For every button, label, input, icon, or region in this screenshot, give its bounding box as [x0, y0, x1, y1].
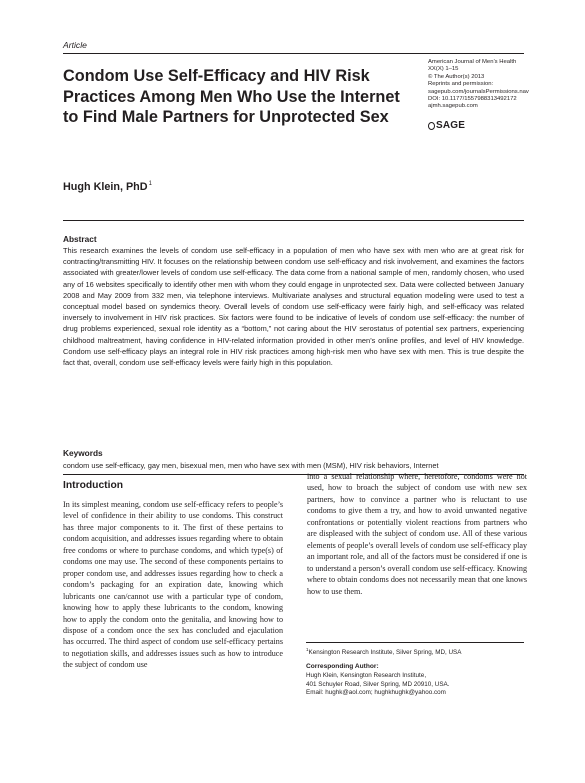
- abstract-divider: [63, 220, 524, 221]
- footnote-divider: [306, 642, 524, 643]
- keywords-text: condom use self-efficacy, gay men, bisexual men, men who have sex with men (MSM), HIV risk behaviors, Internet: [63, 461, 439, 470]
- article-title: Condom Use Self-Efficacy and HIV Risk Practices Among Men Who Use the Internet to Find Male Partners for Unprotected Sex: [63, 67, 400, 126]
- affiliation-footnote: [306, 646, 526, 657]
- author-name: Hugh Klein, PhD: [63, 181, 148, 193]
- corresponding-author-details: [306, 672, 526, 698]
- section-label: Article: [63, 40, 87, 50]
- introduction-column-1: In its simplest meaning, condom use self-efficacy refers to people’s level of confidence in their ability to use condoms. This construct has three major components to it. The first of these pertains to condom acquisition, and addresses issues regarding where to obtain free condoms or where to purchase condoms, and which type(s) of condoms one may use. The second of these components pertains to proper condom use, and addresses issues regarding how to check a condom’s packaging for an expiration date, knowing which lubricants one can/cannot use with a particular type of condom, knowing how to apply these lubricants to the condom, knowing how to apply the condom onto the genitalia, and knowing how to dispose of a condom once the sex has concluded and ejaculation has occurred. The third aspect of condom use self-efficacy pertains to negotiation skills, and addresses issues such as how to introduce the subject of condom use: [63, 500, 283, 670]
- journal-name: American Journal of Men’s Health: [428, 59, 517, 65]
- keywords-heading: Keywords: [63, 448, 103, 458]
- corresponding-author-address: 401 Schuyler Road, Silver Spring, MD 20910, USA.: [306, 680, 450, 688]
- corresponding-author-email[interactable]: Email: hughk@aol.com; hughkhughk@yahoo.com: [306, 689, 446, 697]
- sage-logo-text: SAGE: [436, 120, 466, 131]
- author-line: [63, 181, 152, 193]
- affiliation-marker: 1: [306, 647, 309, 652]
- affiliation-text: Kensington Research Institute, Silver Spring, MD, USA: [308, 649, 462, 656]
- copyright-line: © The Author(s) 2013: [428, 73, 485, 80]
- author-footnote-marker: 1: [148, 181, 152, 187]
- header-divider: [63, 53, 524, 54]
- introduction-column-2: into a sexual relationship where, heretofore, condoms were not used, how to broach the subject of condom use with new sex partners, how to convince a partner who is reluctant to use condoms to give them a try, and how to avoid unwanted negative confrontations or potentially violent reactions from partners who are displeased with the subject of condom use. All of these various elements of people’s overall levels of condom use self-efficacy play an important role, and all of the factors must be considered if one is to understand a person’s overall condom use self-efficacy. Knowing where to obtain condoms does not necessarily mean that one knows how to use them.: [307, 472, 527, 596]
- abstract-heading: Abstract: [63, 234, 97, 244]
- doi-link[interactable]: DOI: 10.1177/1557988313492172: [428, 96, 517, 103]
- journal-metadata: [428, 59, 538, 111]
- journal-site-link[interactable]: ajmh.sagepub.com: [428, 103, 478, 110]
- corresponding-author-name: Hugh Klein, Kensington Research Institute,: [306, 672, 427, 679]
- sage-logo-icon: [428, 122, 435, 130]
- abstract-text: This research examines the levels of condom use self-efficacy in a population of men who have sex with men who are at great risk for contracting/transmitting HIV. It focuses on the relationship between condom use self-efficacy and risk involvement, and examines the factors associated with greater/lower levels of condom use self-efficacy. The data come from a national sample of men, randomly chosen, who used any of 16 websites specifically to identify other men with whom they could engage in unprotected sex. Data were collected between January 2008 and May 2009 from 332 men, via telephone interviews. Multivariate analyses and structural equation modeling were used to test a conceptual model based on syndemics theory. Overall levels of condom use self-efficacy were fairly high, and self-efficacy was related inversely to involvement in HIV risk practices. Six factors were found to be indicative of levels of condom use self-efficacy: the number of drug problems experienced, sexual role identity as a “bottom,” not caring about the HIV serostatus of potential sex partners, experiencing childhood maltreatment, having confidence in HIV-related information provided in other men’s online profiles, and level of HIV knowledge. Condom use self-efficacy plays an integral role in HIV risk practices among high-risk men who have sex with men. This is true despite the fact that, overall, condom use self-efficacy levels were fairly high in this population.: [63, 246, 524, 368]
- introduction-heading: Introduction: [63, 480, 124, 491]
- sage-logo: [428, 121, 465, 131]
- corresponding-author-heading: Corresponding Author:: [306, 663, 379, 670]
- permissions-link[interactable]: sagepub.com/journalsPermissions.nav: [428, 88, 529, 95]
- reprints-label: Reprints and permission:: [428, 81, 494, 88]
- journal-volume: XX(X) 1–15: [428, 66, 459, 73]
